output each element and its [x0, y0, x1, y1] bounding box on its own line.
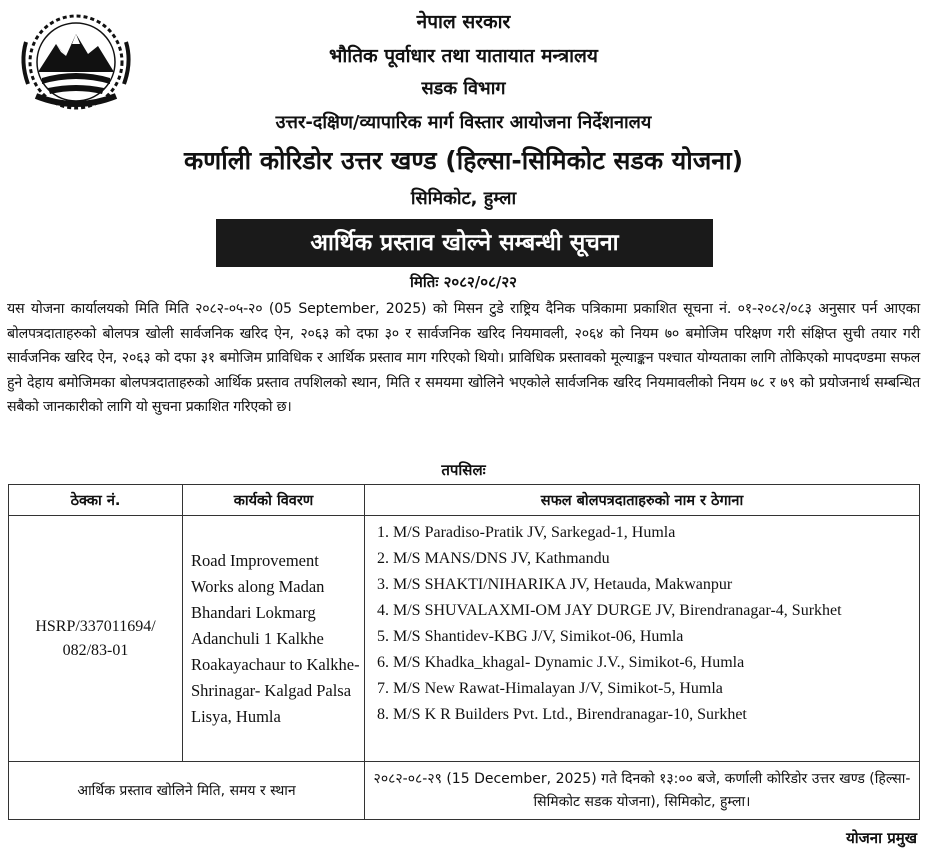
opening-label: आर्थिक प्रस्ताव खोलिने मिति, समय र स्थान — [9, 762, 365, 820]
list-item: 4. M/S SHUVALAXMI-OM JAY DURGE JV, Birendranagar-4, Surkhet — [393, 598, 911, 624]
schedule-heading: तपसिलः — [441, 461, 486, 479]
schedule-table — [8, 484, 920, 820]
header-contract-no: ठेक्का नं. — [9, 485, 183, 516]
list-item: 6. M/S Khadka_khagal- Dynamic J.V., Simikot-6, Humla — [393, 650, 911, 676]
header-work-desc: कार्यको विवरण — [183, 485, 365, 516]
notice-body: यस योजना कार्यालयको मिति मिति २०८२-०५-२० (05 September, 2025) को मिसन टुडे राष्ट्रिय दैनिक पत्रिकामा प्रकाशित सूचना नं. ०१-२०८२/०८३ अनुसार पर्न आएका बोलपत्रदाताहरुको बोलपत्र खोली सार्वजनिक खरिद ऐन, २०६३ को दफा ३० र सार्वजनिक खरिद नियमावली, २०६४ को नियम ७० बमोजिम परिक्षण गरी संक्षिप्त सुची तयार गरी सार्वजनिक खरिद ऐन, २०६३ को दफा ३१ बमोजिम प्राविधिक र आर्थिक प्रस्ताव माग गरिएको थियो। प्राविधिक प्रस्तावको मूल्याङ्कन पश्चात योग्यताका लागि तोकिएको मापदण्डमा सफल हुने देहाय बमोजिमका बोलपत्रदाताहरुको आर्थिक प्रस्ताव तपशिलको स्थान, मिति र समयमा खोलिने भएकोले सार्वजनिक खरिद नियमावलीको नियम ७८ र ७९ को प्रयोजनार्थ सम्बन्धित सबैको जानकारीको लागि यो सुचना प्रकाशित गरिएको छ। — [7, 301, 920, 415]
project-name: कर्णाली कोरिडोर उत्तर खण्ड (हिल्सा-सिमिकोट सडक योजना) — [183, 146, 744, 175]
directorate-name: उत्तर-दक्षिण/व्यापारिक मार्ग विस्तार आयोजना निर्देशनालय — [275, 112, 652, 133]
opening-detail: २०८२-०८-२९ (15 December, 2025) गते दिनको १३:०० बजे, कर्णाली कोरिडोर उत्तर खण्ड (हिल्सा-सिमिकोट सडक योजना), सिमिकोट, हुम्ला। — [365, 762, 920, 820]
list-item: 7. M/S New Rawat-Himalayan J/V, Simikot-5, Humla — [393, 676, 911, 702]
department-name: सडक विभाग — [421, 78, 506, 99]
list-item: 5. M/S Shantidev-KBG J/V, Simikot-06, Humla — [393, 624, 911, 650]
bidder-list-cell — [365, 516, 920, 762]
notice-date: मितिः २०८२/०८/२२ — [410, 273, 517, 291]
ministry-name: भौतिक पूर्वाधार तथा यातायात मन्त्रालय — [329, 45, 598, 67]
header-bidders: सफल बोलपत्रदाताहरुको नाम र ठेगाना — [365, 485, 920, 516]
table-header-row — [9, 485, 920, 516]
list-item: 3. M/S SHAKTI/NIHARIKA JV, Hetauda, Makwanpur — [393, 572, 911, 598]
bidder-list — [373, 520, 911, 728]
govt-name: नेपाल सरकार — [416, 11, 511, 33]
contract-number: HSRP/337011694/ 082/83-01 — [9, 516, 183, 762]
signatory-title: योजना प्रमुख — [846, 829, 917, 847]
letterhead — [0, 0, 927, 215]
notice-title: आर्थिक प्रस्ताव खोल्ने सम्बन्धी सूचना — [216, 219, 713, 267]
work-description: Road Improvement Works along Madan Bhandari Lokmarg Adanchuli 1 Kalkhe Roakayachaur to Kalkhe- Shrinagar- Kalgad Palsa Lisya, Humla — [183, 516, 365, 762]
list-item: 8. M/S K R Builders Pvt. Ltd., Birendranagar-10, Surkhet — [393, 702, 911, 728]
list-item: 1. M/S Paradiso-Pratik JV, Sarkegad-1, Humla — [393, 520, 911, 546]
opening-row — [9, 762, 920, 820]
table-row — [9, 516, 920, 762]
list-item: 2. M/S MANS/DNS JV, Kathmandu — [393, 546, 911, 572]
project-location: सिमिकोट, हुम्ला — [410, 188, 517, 209]
